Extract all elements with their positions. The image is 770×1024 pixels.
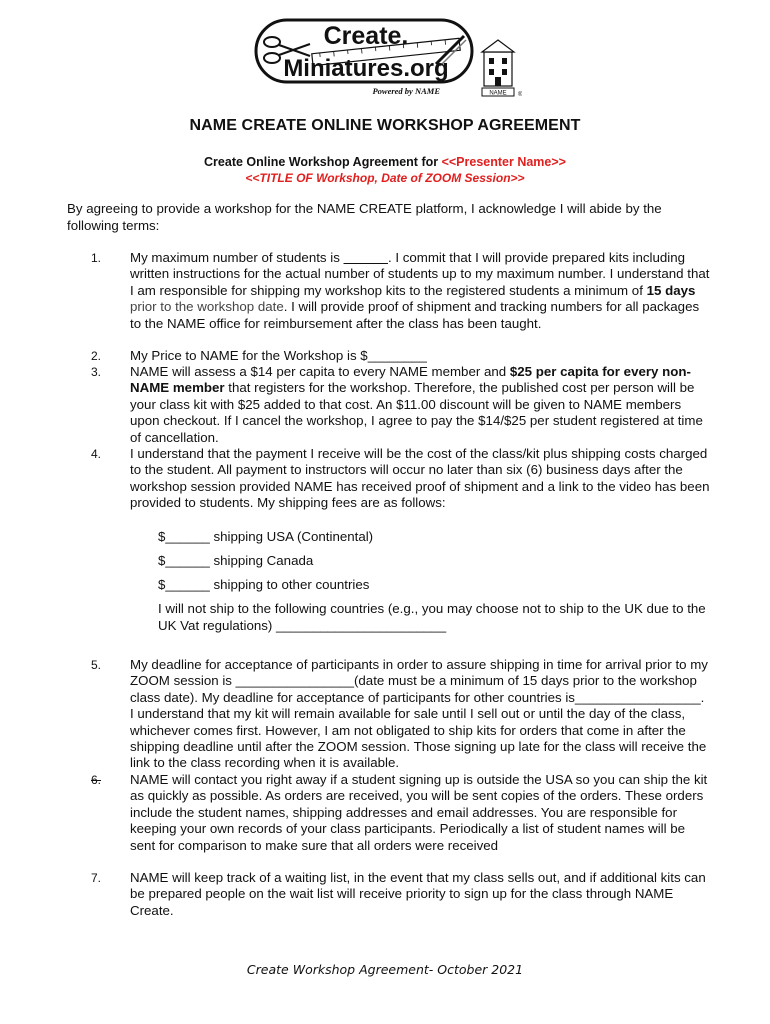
- logo-line2: Miniatures.org: [283, 55, 449, 82]
- term-text: My Price to NAME for the Workshop is $________: [130, 348, 427, 363]
- term-item-7: [91, 870, 711, 919]
- term-item-1: [91, 250, 711, 332]
- term-item-2: [91, 348, 711, 364]
- term-text: My deadline for acceptance of participants in order to assure shipping in time for arrival prior to my ZOOM session is ________________(date must be a minimum of 15 days prior to the workshop class date). My deadline for acceptance of participants for other countries is_________________. I understand that my kit will remain available for sale until I sell out or until the day of the class, whichever comes first. However, I am not obligated to ship kits for orders that come in after the shipping deadline until after the ZOOM session. Those signing up late for the class will receive the link to the class recording when it is available.: [130, 657, 708, 771]
- logo-badge: NAME: [489, 90, 507, 97]
- term-number: 7.: [91, 871, 102, 885]
- create-miniatures-logo: [250, 14, 522, 98]
- term-item-5: [91, 657, 711, 772]
- registered-mark: ®: [518, 92, 522, 98]
- term-number: 5.: [91, 658, 102, 672]
- shipping-usa-line: $______ shipping USA (Continental): [158, 529, 374, 544]
- term-bold-text: 15 days: [646, 282, 696, 298]
- term-text: NAME will contact you right away if a student signing up is outside the USA so you can ship the kit as quickly as possible. As orders are received, you will be sent copies of the orders. These orders include the student names, shipping addresses and email addresses. You are responsible for keeping your own records of your class participants. Periodically a list of student names will be sent for comparison to make sure that all orders were received: [130, 772, 708, 853]
- term-text: that registers for the workshop. Therefore, the published cost per person will be your class kit with $25 added to that cost. An $11.00 discount will be given to NAME members upon checkout. If I cancel the workshop, I agree to pay the $14/$25 per student registered at time of cancellation.: [130, 380, 703, 445]
- workshop-session-placeholder: <<TITLE OF Workshop, Date of ZOOM Session>>: [245, 171, 525, 185]
- shipping-other-line: $______ shipping to other countries: [158, 577, 370, 592]
- term-bold-text: $25 per capita for every non-NAME member: [130, 364, 691, 396]
- intro-paragraph: By agreeing to provide a workshop for the NAME CREATE platform, I acknowledge I will abide by the following terms:: [67, 201, 662, 233]
- building-icon: [482, 40, 514, 86]
- term-number: 2.: [91, 349, 102, 363]
- presenter-name-placeholder: <<Presenter Name>>: [441, 155, 566, 169]
- document-title: NAME CREATE ONLINE WORKSHOP AGREEMENT: [189, 117, 581, 134]
- logo-powered-by: Powered by NAME: [372, 86, 440, 96]
- term-item-4: [91, 446, 711, 512]
- logo-line1: Create.: [323, 22, 409, 50]
- term-text: I understand that the payment I receive will be the cost of the class/kit plus shipping costs charged to the student. All payment to instructors will occur no later than six (6) business days after the workshop session provided NAME has received proof of shipment and a link to the video has been provided to students. My shipping fees are as follows:: [130, 446, 710, 511]
- term-text: . I will provide proof of shipment and tracking numbers for all packages to the NAME office for reimbursement after the class has been taught.: [130, 299, 700, 331]
- term-gray-text: prior to the workshop date: [130, 299, 284, 315]
- term-item-6: [91, 772, 711, 854]
- shipping-canada-line: $______ shipping Canada: [158, 553, 314, 568]
- term-number: 6.: [91, 773, 102, 787]
- page-footer: Create Workshop Agreement- October 2021: [246, 962, 524, 977]
- term-text: NAME will keep track of a waiting list, in the event that my class sells out, and if additional kits can be prepared people on the wait list will receive priority to sign up for the class through NAME Create.: [130, 870, 706, 918]
- subtitle-prefix: Create Online Workshop Agreement for: [204, 155, 442, 169]
- no-ship-countries-note: I will not ship to the following countries (e.g., you may choose not to ship to the UK due to the UK Vat regulations) _______________________: [158, 601, 706, 633]
- term-text: . I commit that I will provide prepared kits including written instructions for the actual number of students up to my maximum number. I understand that I am responsible for shipping my workshop kits to the registered students a minimum of: [130, 250, 710, 298]
- term-text: My maximum number of students is: [130, 250, 344, 265]
- term-number: 4.: [91, 447, 102, 461]
- term-number: 1.: [91, 251, 102, 265]
- agreement-subtitle: [0, 155, 770, 169]
- student-max-blank: ______: [343, 250, 388, 265]
- term-text: NAME will assess a $14 per capita to every NAME member and: [130, 364, 510, 379]
- logo-graphic: [250, 14, 522, 98]
- term-item-3: [91, 364, 711, 446]
- term-number: 3.: [91, 365, 102, 379]
